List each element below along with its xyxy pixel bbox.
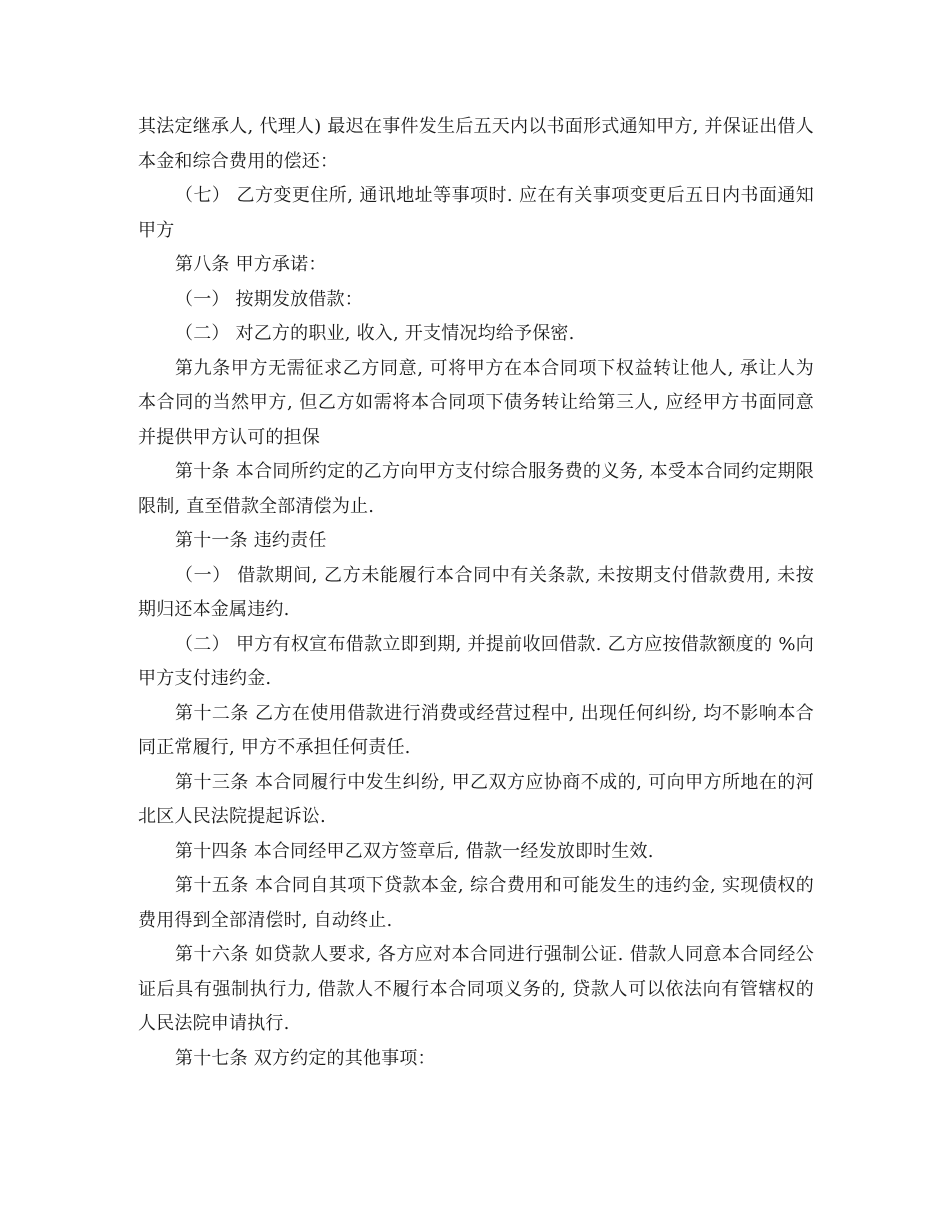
article-8-heading: 第八条 甲方承诺： <box>175 254 327 275</box>
article-10: 第十条 本合同所约定的乙方向甲方支付综合服务费的义务, 本受本合同约定期限限制, 直至借款全部清偿为止. <box>138 461 814 517</box>
paragraph-clause-7: （七） 乙方变更住所, 通讯地址等事项时. 应在有关事项变更后五日内书面通知甲方 <box>138 185 814 241</box>
paragraph-continuation: 其法定继承人, 代理人) 最迟在事件发生后五天内以书面形式通知甲方, 并保证出借人本金和综合费用的偿还： <box>138 116 814 172</box>
contract-body <box>138 110 814 1076</box>
article-14: 第十四条 本合同经甲乙双方签章后, 借款一经发放即时生效. <box>175 840 654 862</box>
article-8-item-2: （二） 对乙方的职业, 收入, 开支情况均给予保密. <box>175 323 575 344</box>
article-9: 第九条甲方无需征求乙方同意, 可将甲方在本合同项下权益转让他人, 承让人为本合同的当然甲方, 但乙方如需将本合同项下债务转让给第三人, 应经甲方书面同意并提供甲方认可的担保 <box>138 357 814 448</box>
article-11-item-2: （二） 甲方有权宣布借款立即到期, 并提前收回借款. 乙方应按借款额度的 %向甲方支付违约金. <box>138 633 814 689</box>
article-17: 第十七条 双方约定的其他事项： <box>175 1047 436 1069</box>
article-8-item-1: （一） 按期发放借款： <box>175 288 363 310</box>
article-15: 第十五条 本合同自其项下贷款本金, 综合费用和可能发生的违约金, 实现债权的费用得到全部清偿时, 自动终止. <box>138 875 814 931</box>
article-13: 第十三条 本合同履行中发生纠纷, 甲乙双方应协商不成的, 可向甲方所地在的河北区人民法院提起诉讼. <box>138 771 814 827</box>
article-11-heading: 第十一条 违约责任 <box>175 530 327 551</box>
article-11-item-1: （一） 借款期间, 乙方未能履行本合同中有关条款, 未按期支付借款费用, 未按期归还本金属违约. <box>138 564 814 620</box>
article-12: 第十二条 乙方在使用借款进行消费或经营过程中, 出现任何纠纷, 均不影响本合同正常履行, 甲方不承担任何责任. <box>138 702 814 758</box>
article-16: 第十六条 如贷款人要求, 各方应对本合同进行强制公证. 借款人同意本合同经公证后具有强制执行力, 借款人不履行本合同项义务的, 贷款人可以依法向有管辖权的人民法院申请执行. <box>138 944 814 1034</box>
